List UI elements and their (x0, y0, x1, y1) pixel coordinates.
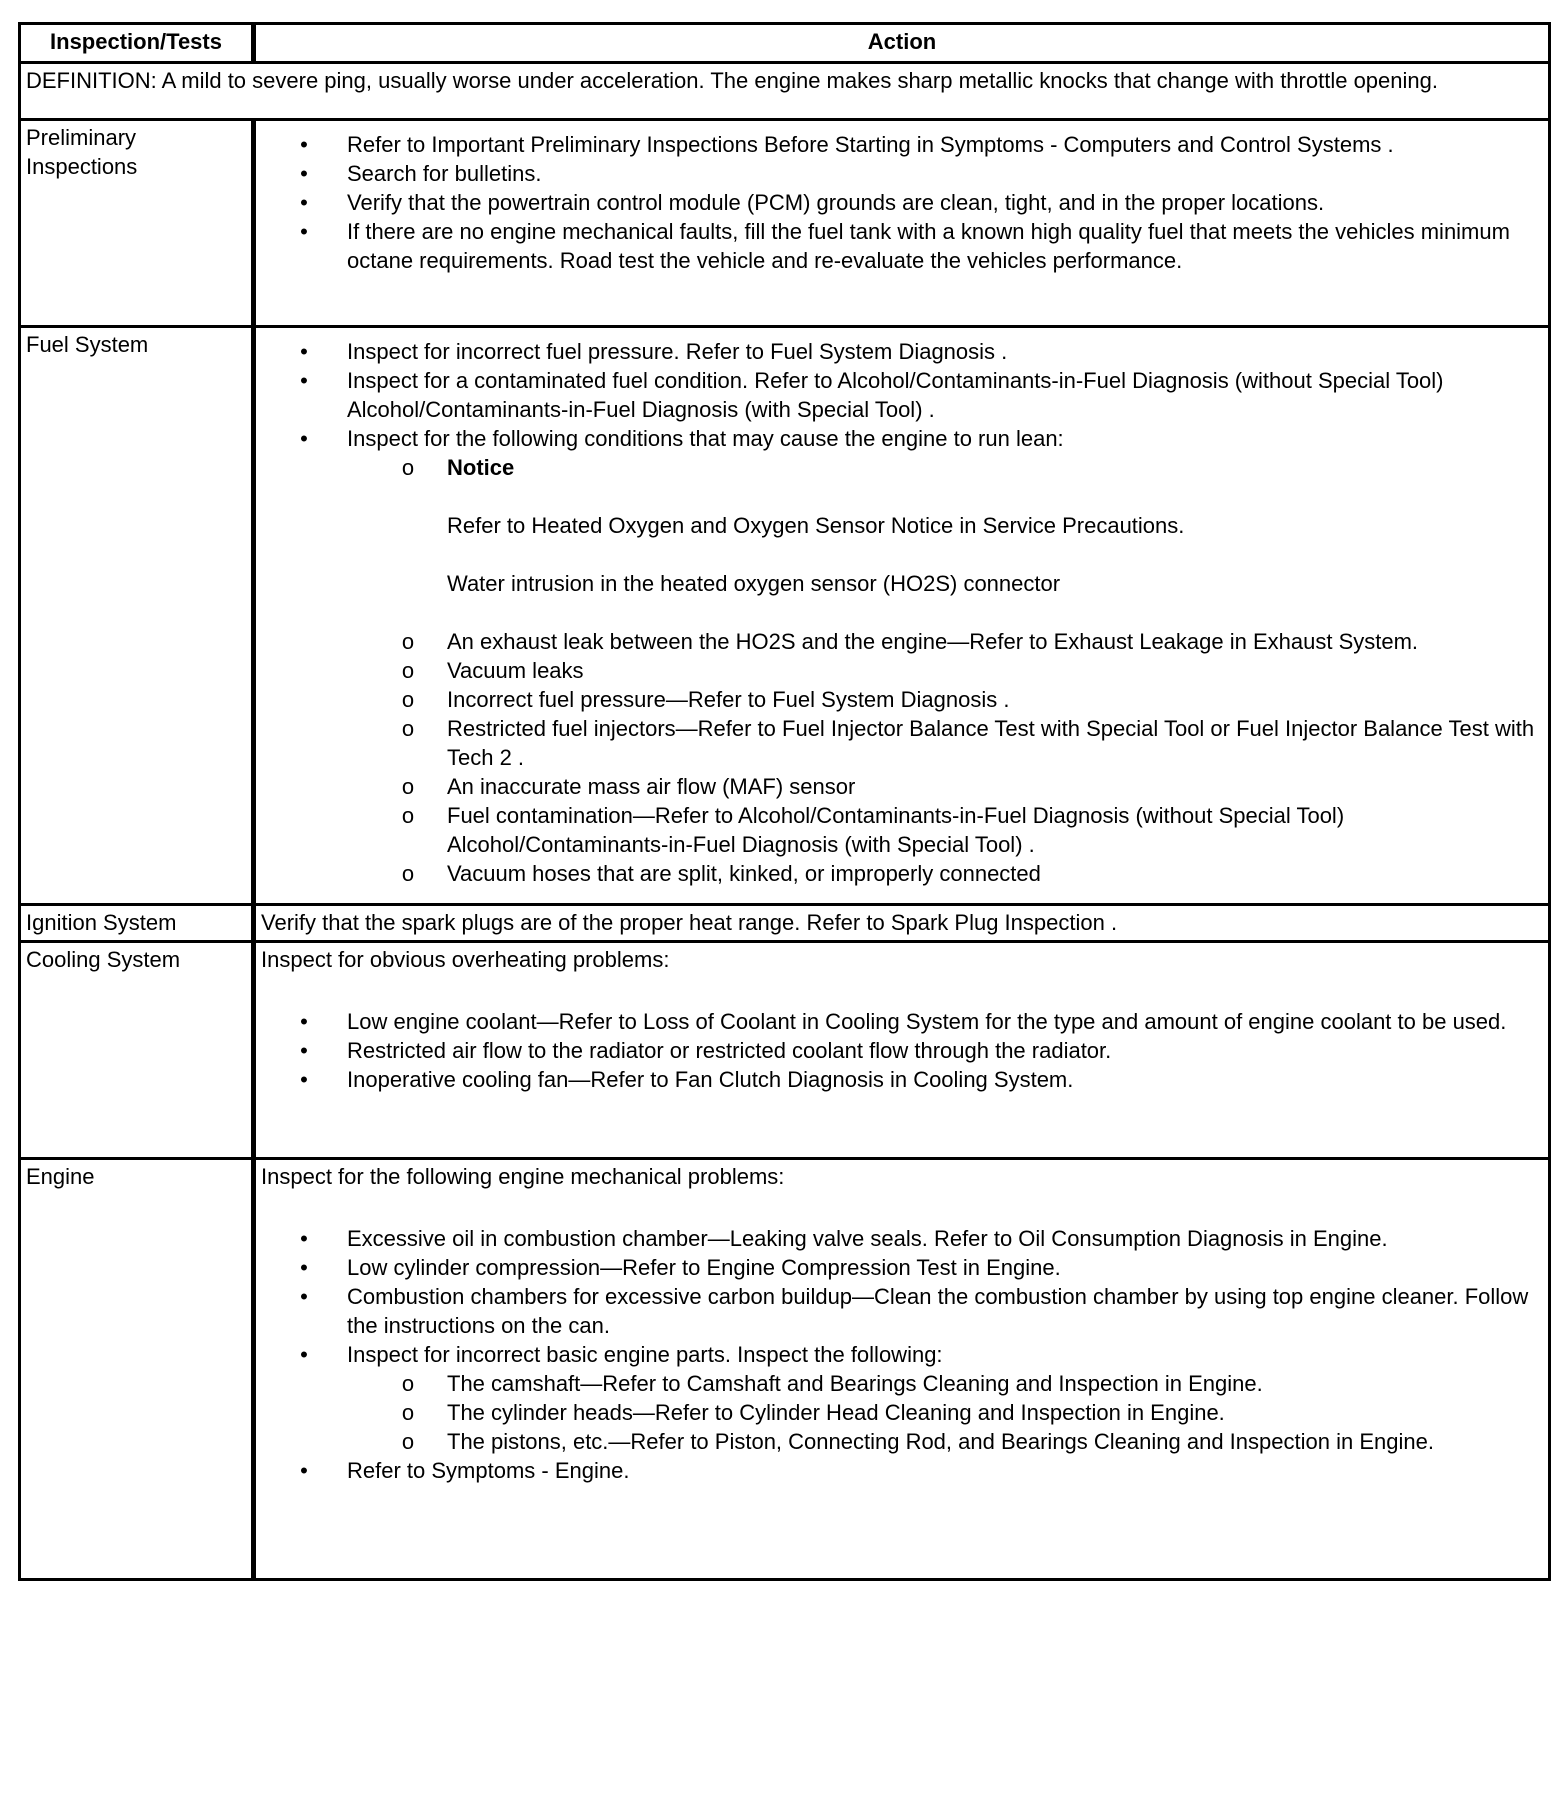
list-item: • Combustion chambers for excessive carbon buildup—Clean the combustion chamber by using top engine cleaner. Follow the instructions on the can. (347, 1282, 1543, 1340)
circle-bullet-icon: o (401, 687, 415, 712)
header-action: Action (254, 24, 1550, 63)
list-item: • Inspect for the following conditions that may cause the engine to run lean: o Notice Refer to Heated Oxygen and Oxygen Sensor Notice in Service Precautions. Water intrusion in the heated oxygen sensor (HO2S) connector o An exhaust leak between the HO2S and the engine—Refer to Exhaust Leakage in Exhaust System. o Vacuum leaks o Incorrect fuel pressure—Refer to Fuel System Diagnosis . o Restricted fuel injectors—Refer to Fuel Injector Balance Test with Special Tool or Fuel Injector Balance Test with Tech 2 . o An inaccurate mass air flow (MAF) sensor o Fuel contamination—Refer to Alcohol/Contaminants-in-Fuel Diagnosis (without Special Tool) Alcohol/Contaminants-in-Fuel Diagnosis (with Special Tool) . o Vacuum hoses that are split, kinked, or improperly connected (347, 424, 1543, 888)
fuel-sub-list (261, 453, 1543, 888)
cooling-intro: Inspect for obvious overheating problems: (261, 947, 670, 972)
list-item: • Low cylinder compression—Refer to Engine Compression Test in Engine. (347, 1253, 1543, 1282)
notice-item: Water intrusion in the heated oxygen sensor (HO2S) connector (447, 571, 1061, 596)
bullet-icon: • (300, 368, 308, 393)
document (18, 22, 1548, 1581)
notice-title: Notice (447, 455, 515, 480)
list-item: • Low engine coolant—Refer to Loss of Coolant in Cooling System for the type and amount of engine coolant to be used. (347, 1007, 1543, 1036)
bullet-icon: • (300, 1284, 308, 1309)
list-item: • Inspect for incorrect fuel pressure. Refer to Fuel System Diagnosis . (347, 337, 1543, 366)
definition-row (20, 63, 1550, 120)
label-ignition-system: Ignition System (20, 905, 254, 942)
circle-bullet-icon: o (401, 455, 415, 480)
circle-bullet-icon: o (401, 716, 415, 741)
header-row (20, 24, 1550, 63)
label-engine: Engine (20, 1159, 254, 1580)
cooling-list (261, 1007, 1543, 1094)
bullet-icon: • (300, 1009, 308, 1034)
ignition-text: Verify that the spark plugs are of the proper heat range. Refer to Spark Plug Inspection . (254, 905, 1550, 942)
circle-bullet-icon: o (401, 658, 415, 683)
action-fuel-system (254, 327, 1550, 905)
list-item: o The camshaft—Refer to Camshaft and Bearings Cleaning and Inspection in Engine. (401, 1371, 1263, 1396)
circle-bullet-icon: o (401, 1400, 415, 1425)
row-preliminary (20, 120, 1550, 327)
notice-text: Refer to Heated Oxygen and Oxygen Sensor Notice in Service Precautions. (447, 513, 1185, 538)
list-item: o Fuel contamination—Refer to Alcohol/Contaminants-in-Fuel Diagnosis (without Special Tool) Alcohol/Contaminants-in-Fuel Diagnosis (with Special Tool) . (401, 803, 1345, 857)
row-ignition-system (20, 905, 1550, 942)
bullet-icon: • (300, 1458, 308, 1483)
bullet-icon: • (300, 190, 308, 215)
list-item: • Inoperative cooling fan—Refer to Fan Clutch Diagnosis in Cooling System. (347, 1065, 1543, 1094)
fuel-list (261, 337, 1543, 888)
label-fuel-system: Fuel System (20, 327, 254, 905)
list-item: • Inspect for a contaminated fuel condition. Refer to Alcohol/Contaminants-in-Fuel Diagnosis (without Special Tool) Alcohol/Contaminants-in-Fuel Diagnosis (with Special Tool) . (347, 366, 1543, 424)
action-cooling-system (254, 942, 1550, 1159)
label-preliminary: Preliminary Inspections (20, 120, 254, 327)
diagnosis-table (18, 22, 1551, 1581)
list-item: o Vacuum leaks (401, 658, 584, 683)
circle-bullet-icon: o (401, 1371, 415, 1396)
bullet-icon: • (300, 1038, 308, 1063)
bullet-icon: • (300, 219, 308, 244)
bullet-icon: • (300, 1226, 308, 1251)
bullet-icon: • (300, 1342, 308, 1367)
list-item: • If there are no engine mechanical faults, fill the fuel tank with a known high quality fuel that meets the vehicles minimum octane requirements. Road test the vehicle and re-evaluate the vehicles performance. (347, 217, 1543, 275)
circle-bullet-icon: o (401, 861, 415, 886)
list-item: o An inaccurate mass air flow (MAF) sensor (401, 774, 856, 799)
engine-list (261, 1224, 1543, 1485)
engine-intro: Inspect for the following engine mechanical problems: (261, 1164, 785, 1189)
bullet-icon: • (300, 426, 308, 451)
list-item: • Verify that the powertrain control module (PCM) grounds are clean, tight, and in the proper locations. (347, 188, 1543, 217)
engine-sub-list (261, 1369, 1543, 1456)
list-item: o Vacuum hoses that are split, kinked, or improperly connected (401, 861, 1041, 886)
list-item: o An exhaust leak between the HO2S and the engine—Refer to Exhaust Leakage in Exhaust System. (401, 629, 1419, 654)
action-engine (254, 1159, 1550, 1580)
label-cooling-system: Cooling System (20, 942, 254, 1159)
list-item: • Inspect for incorrect basic engine parts. Inspect the following: o The camshaft—Refer to Camshaft and Bearings Cleaning and Inspection in Engine. o The cylinder heads—Refer to Cylinder Head Cleaning and Inspection in Engine. o The pistons, etc.—Refer to Piston, Connecting Rod, and Bearings Cleaning and Inspection in Engine. (347, 1340, 1543, 1456)
action-preliminary (254, 120, 1550, 327)
bullet-icon: • (300, 339, 308, 364)
row-fuel-system (20, 327, 1550, 905)
list-item: o The cylinder heads—Refer to Cylinder Head Cleaning and Inspection in Engine. (401, 1400, 1225, 1425)
list-item (401, 453, 1543, 627)
preliminary-list (261, 130, 1543, 275)
list-item: • Refer to Symptoms - Engine. (347, 1456, 1543, 1485)
list-item: o The pistons, etc.—Refer to Piston, Connecting Rod, and Bearings Cleaning and Inspection in Engine. (401, 1429, 1434, 1454)
list-item: • Search for bulletins. (347, 159, 1543, 188)
bullet-icon: • (300, 161, 308, 186)
row-cooling-system (20, 942, 1550, 1159)
bullet-icon: • (300, 1255, 308, 1280)
definition-text: DEFINITION: A mild to severe ping, usually worse under acceleration. The engine makes sharp metallic knocks that change with throttle opening. (20, 63, 1550, 120)
circle-bullet-icon: o (401, 774, 415, 799)
bullet-icon: • (300, 1067, 308, 1092)
circle-bullet-icon: o (401, 629, 415, 654)
list-item: o Incorrect fuel pressure—Refer to Fuel System Diagnosis . (401, 687, 1010, 712)
list-item: • Restricted air flow to the radiator or restricted coolant flow through the radiator. (347, 1036, 1543, 1065)
circle-bullet-icon: o (401, 1429, 415, 1454)
circle-bullet-icon: o (401, 803, 415, 828)
header-inspection-tests: Inspection/Tests (20, 24, 254, 63)
list-item: • Refer to Important Preliminary Inspections Before Starting in Symptoms - Computers and Control Systems . (347, 130, 1543, 159)
list-item: • Excessive oil in combustion chamber—Leaking valve seals. Refer to Oil Consumption Diagnosis in Engine. (347, 1224, 1543, 1253)
row-engine (20, 1159, 1550, 1580)
list-item: o Restricted fuel injectors—Refer to Fuel Injector Balance Test with Special Tool or Fuel Injector Balance Test with Tech 2 . (401, 716, 1535, 770)
bullet-icon: • (300, 132, 308, 157)
